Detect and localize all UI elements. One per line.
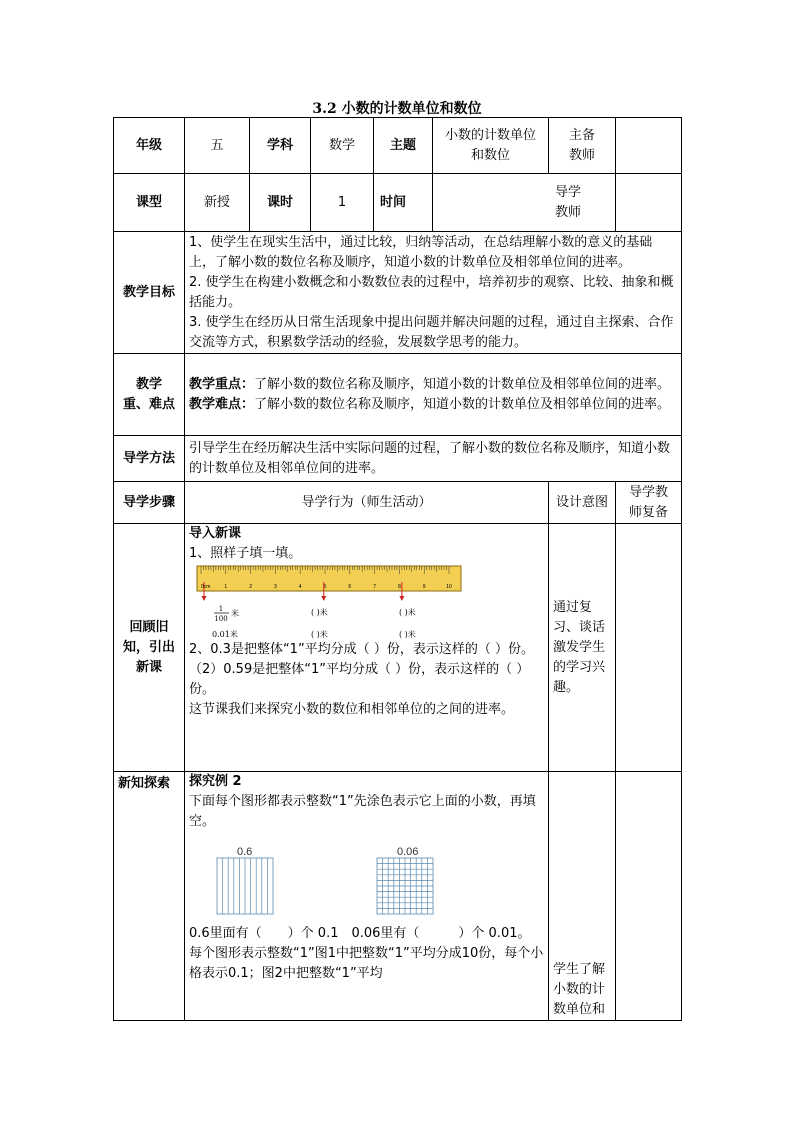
subject-label: 学科: [250, 118, 311, 174]
subject-value: 数学: [311, 118, 374, 174]
main-teacher-label: 主备教师: [549, 118, 616, 174]
ruler-tick-label: 2: [249, 584, 252, 590]
key-point-text: 了解小数的数位名称及顺序，知道小数的计数单位及相邻单位间的进率。: [254, 376, 671, 392]
ruler-tick-label: 5: [323, 584, 327, 590]
review-q4: 这节课我们来探究小数的数位和相邻单位的之间的进率。: [189, 702, 515, 717]
guide-teacher-cell: [433, 174, 616, 232]
key-point-label: 教学重点：: [189, 376, 255, 392]
ruler-arrow-head: [201, 596, 206, 601]
header-row-2: [114, 174, 682, 232]
tenths-grid: [217, 858, 273, 914]
difficult-point-text: 了解小数的数位名称及顺序，知道小数的计数单位及相邻单位间的进率。: [254, 396, 671, 412]
steps-col-activity: 导学行为（师生活动）: [185, 482, 549, 524]
ruler-tick-label: 8: [398, 584, 401, 590]
document-title: 3.2 小数的计数单位和数位: [312, 101, 482, 117]
explore-fill: 0.6里面有（ ）个 0.1 0.06里有（ ）个 0.01。: [189, 926, 531, 941]
explore-content: [185, 772, 549, 1021]
explore-intent: 学生了解小数的计数单位和: [549, 772, 616, 1021]
steps-header-row: [114, 482, 682, 524]
type-value: 新授: [185, 174, 250, 232]
period-label: 课时: [250, 174, 311, 232]
main-teacher-value: [616, 118, 682, 174]
header-row-1: [114, 118, 682, 174]
ruler-tick-label: 7: [373, 584, 376, 590]
steps-col-review: 导学教师复备: [616, 482, 682, 524]
ruler-tick-label: 3: [274, 584, 277, 590]
blank-fraction-2: ( )米: [399, 608, 416, 617]
difficult-point-label: 教学难点：: [189, 396, 255, 412]
guide-teacher-label: 导学教师: [554, 184, 581, 220]
review-row: [114, 524, 682, 772]
goals-content: [185, 232, 682, 354]
grid2-label: 0.06: [397, 846, 419, 858]
blank-decimal-2: ( )米: [399, 630, 416, 639]
ruler-tick-label: 6: [348, 584, 352, 590]
review-heading: 导入新课: [189, 526, 242, 541]
explore-explain: 每个图形表示整数“1”图1中把整数“1”平均分成10份，每个小格表示0.1；图2中把整数“1”平均: [189, 946, 544, 981]
review-step-label: 回顾旧知，引出新课: [114, 524, 185, 772]
ruler-tick-label: 1: [224, 584, 228, 590]
steps-col-intent: 设计意图: [549, 482, 616, 524]
review-content: [185, 524, 549, 772]
review-q2: 2、0.3是把整体“1”平均分成（ ）份，表示这样的（ ）份。: [189, 642, 534, 657]
topic-value: 小数的计数单位和数位: [433, 118, 549, 174]
fraction-unit: 米: [231, 609, 239, 618]
explore-row: [114, 772, 682, 1021]
grid-figures: [189, 842, 544, 924]
ruler-arrow-head: [321, 596, 326, 601]
grade-value: 五: [185, 118, 250, 174]
fraction-numerator: 1: [218, 605, 224, 613]
grids-svg: [189, 842, 509, 924]
ruler-figure: [189, 564, 544, 640]
ruler-zero-label: 0cm: [201, 584, 211, 590]
keypoints-row: [114, 354, 682, 436]
review-q1: 1、照样子填一填。: [189, 546, 302, 561]
explore-heading: 探究例 2: [189, 774, 242, 789]
review-q3: （2）0.59是把整体“1”平均分成（ ）份，表示这样的（ ）份。: [189, 662, 530, 697]
goals-label: 教学目标: [114, 232, 185, 354]
review-intent: 通过复习、谈话激发学生的学习兴趣。: [549, 524, 616, 772]
fraction-denominator: 100: [214, 615, 228, 623]
explore-teacher-note: [616, 772, 682, 1021]
goal-item: 1、使学生在现实生活中，通过比较，归纳等活动，在总结理解小数的意义的基础上，了解小数的数位名称及顺序，知道小数的计数单位及相邻单位间的进率。: [189, 234, 653, 270]
lesson-plan-table: [113, 117, 682, 1021]
method-row: [114, 436, 682, 482]
ruler-body: [197, 566, 461, 591]
ruler-tick-label: 4: [298, 584, 302, 590]
explore-instruction: 下面每个图形都表示整数“1”先涂色表示它上面的小数，再填空。: [189, 794, 536, 829]
difficult-point: [189, 395, 677, 415]
grid1-label: 0.6: [237, 846, 253, 858]
keypoints-label-line1: 教学: [135, 376, 162, 392]
blank-fraction-1: ( )米: [311, 608, 328, 617]
ruler-tick-label: 10: [446, 584, 452, 590]
ruler-tick-label: 9: [422, 584, 426, 590]
guide-teacher-value: [616, 174, 682, 232]
period-value: 1: [311, 174, 374, 232]
goal-item: 2. 使学生在构建小数概念和小数数位表的过程中，培养初步的观察、比较、抽象和概括能力。: [189, 274, 674, 310]
keypoints-label: [114, 354, 185, 436]
review-teacher-note: [616, 524, 682, 772]
method-label: 导学方法: [114, 436, 185, 482]
explore-step-label: 新知探索: [114, 772, 185, 1021]
keypoints-label-line2: 重、难点: [122, 396, 175, 412]
hundredths-grid: [377, 858, 433, 914]
steps-col-step: 导学步骤: [114, 482, 185, 524]
grade-label: 年级: [114, 118, 185, 174]
goal-item: 3. 使学生在经历从日常生活现象中提出问题并解决问题的过程，通过自主探索、合作交流等方式，积累数学活动的经验，发展数学思考的能力。: [189, 314, 674, 350]
decimal-example: 0.01米: [212, 630, 238, 639]
ruler-svg: [189, 564, 509, 640]
topic-label: 主题: [374, 118, 433, 174]
ruler-arrow-head: [399, 596, 404, 601]
type-label: 课型: [114, 174, 185, 232]
keypoints-content: [185, 354, 682, 436]
method-text: 引导学生在经历解决生活中实际问题的过程，了解小数的数位名称及顺序，知道小数的计数单位及相邻单位间的进率。: [185, 436, 682, 482]
time-label: 时间: [374, 174, 433, 232]
goals-row: [114, 232, 682, 354]
key-point: [189, 375, 677, 395]
blank-decimal-1: ( )米: [311, 630, 328, 639]
